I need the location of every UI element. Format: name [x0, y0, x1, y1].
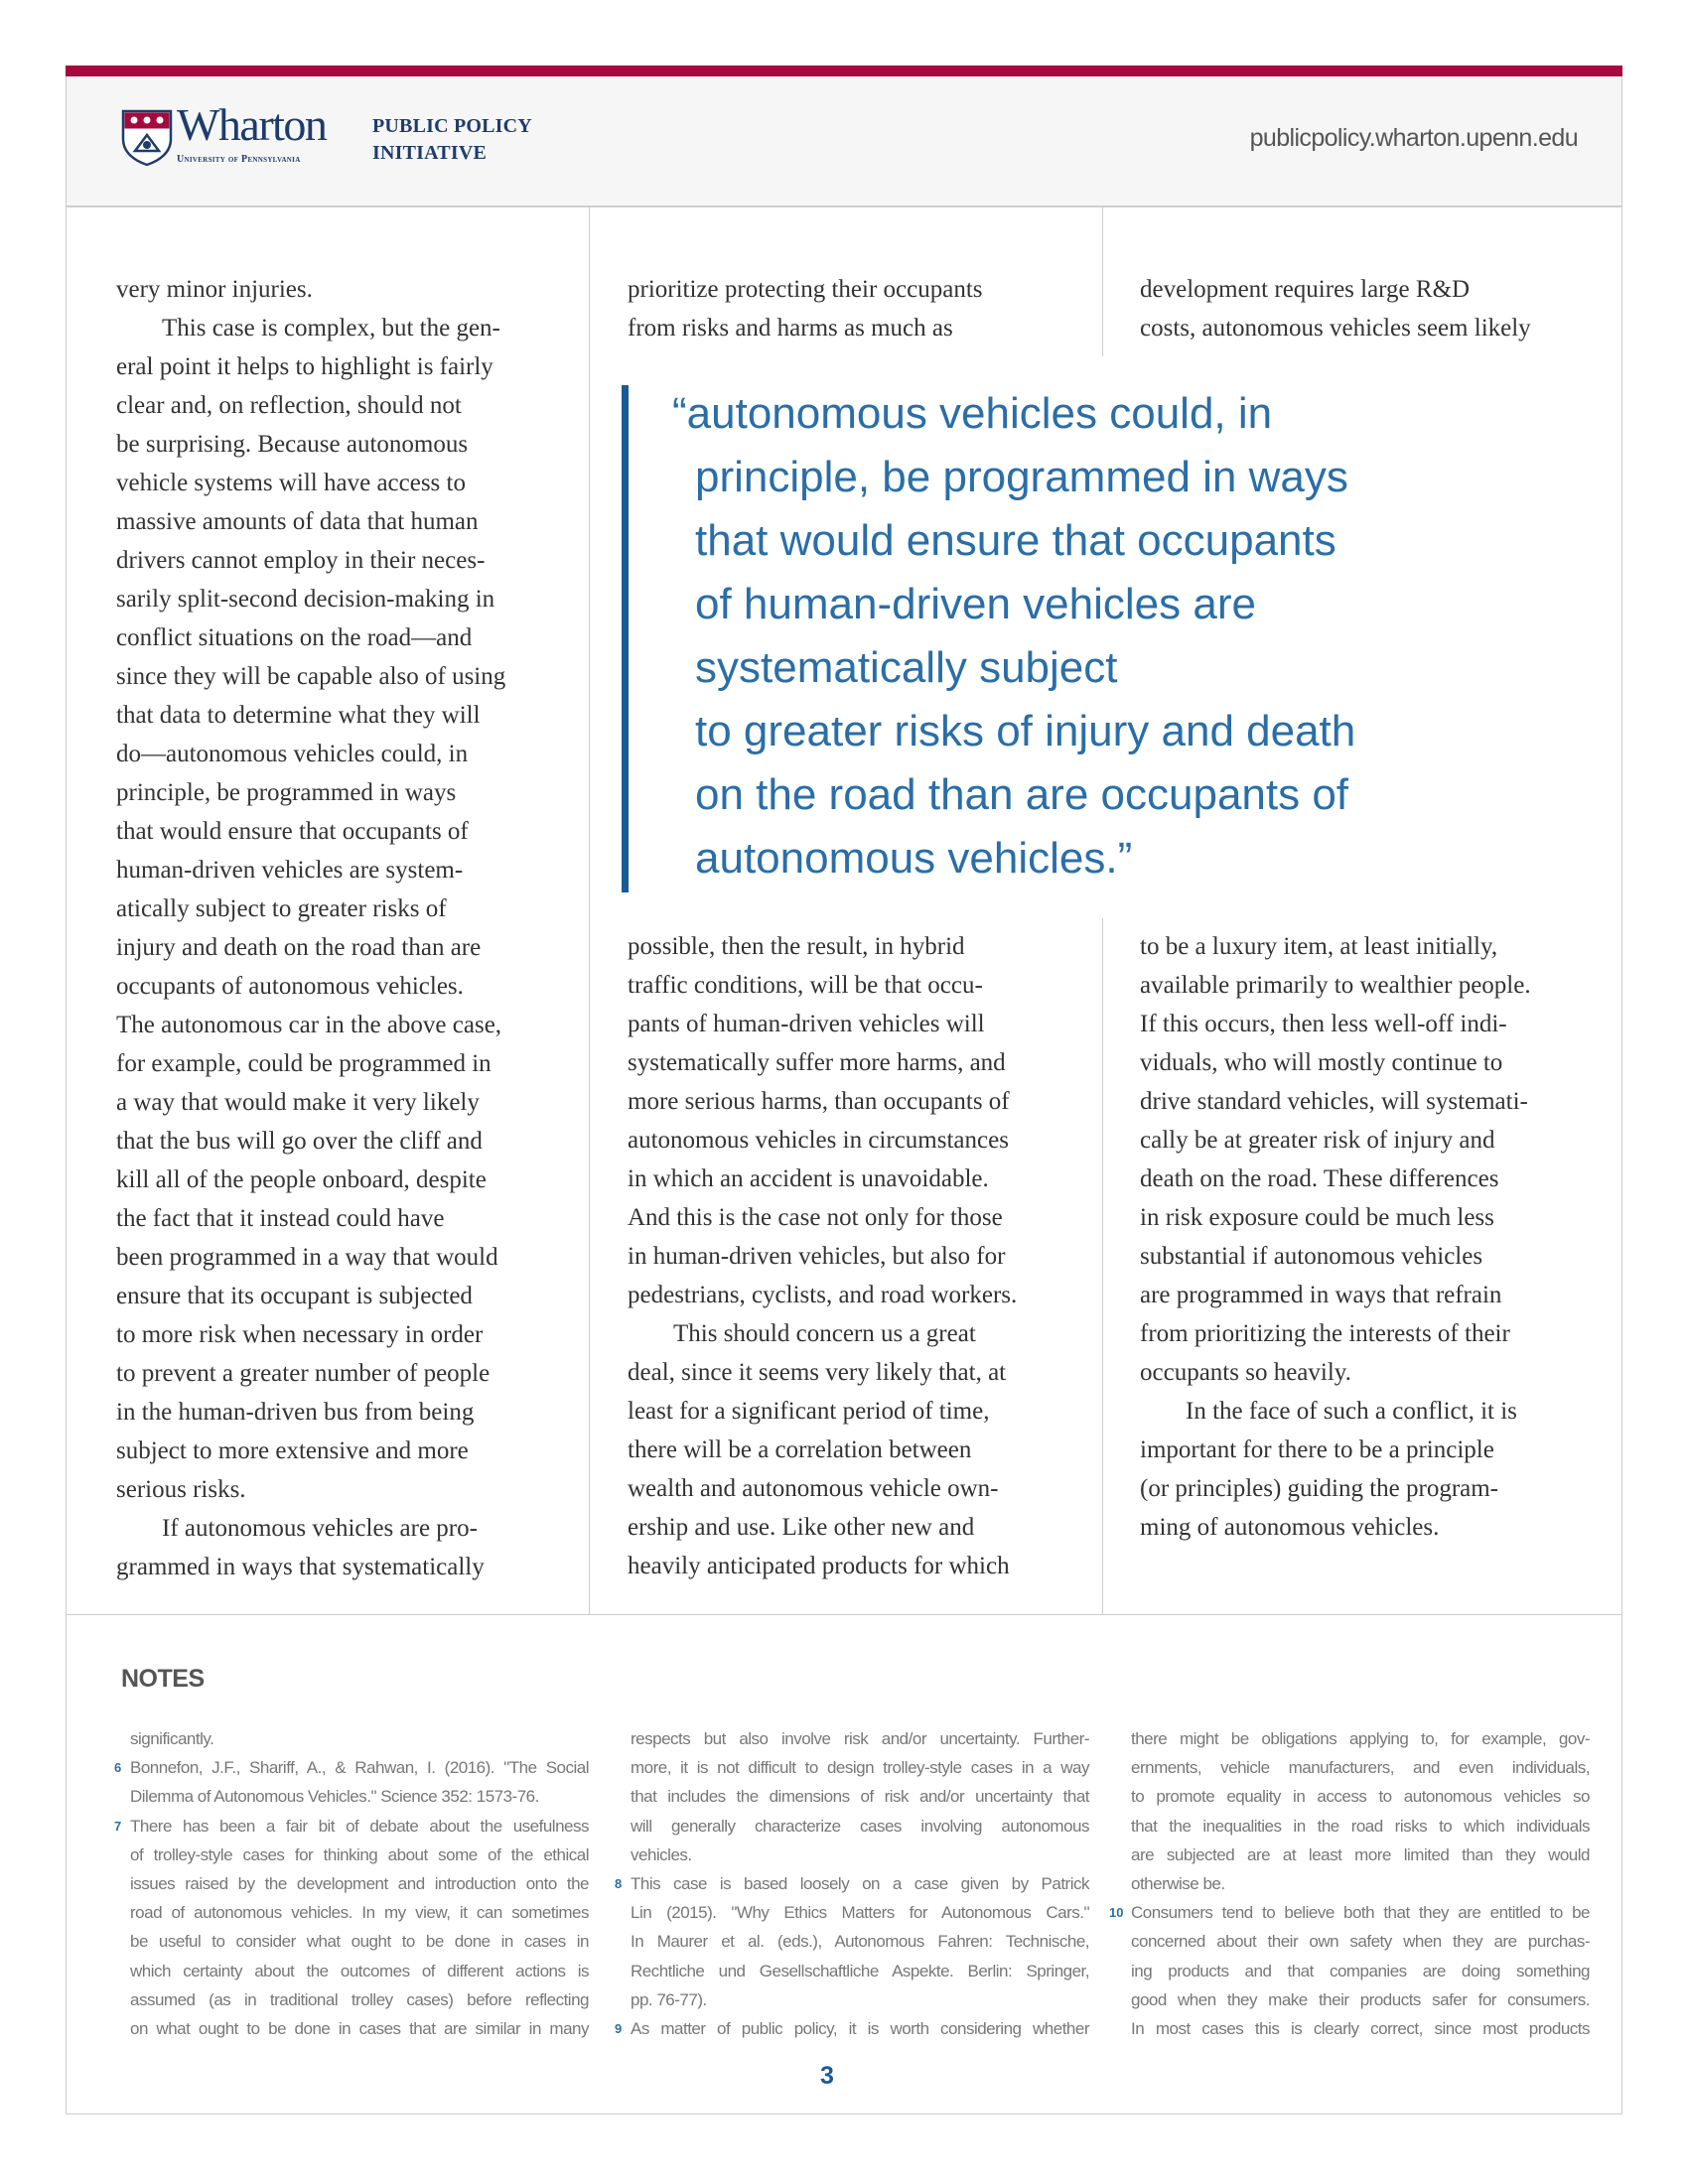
text-line: there will be a correlation between — [628, 1436, 972, 1463]
notes-column-3 — [1109, 1724, 1590, 2043]
note-line — [631, 1957, 1089, 1985]
text-line: for example, could be programmed in — [116, 1050, 492, 1077]
text-line: viduals, who will mostly continue to — [1140, 1049, 1503, 1076]
text-line: to prevent a greater number of people — [116, 1360, 491, 1387]
initiative-line-2: INITIATIVE — [372, 142, 487, 164]
text-line: deal, since it seems very likely that, at — [628, 1359, 1007, 1386]
note-text: more, it is not difficult to design trolley-style cases in a way — [631, 1758, 1089, 1778]
pull-quote-line: autonomous vehicles.” — [695, 834, 1133, 883]
body-column-1 — [116, 270, 505, 1586]
text-line: development requires large R&D — [1140, 276, 1471, 303]
note-line — [130, 1985, 589, 2014]
note-line — [1131, 1812, 1590, 1841]
text-line: human-driven vehicles are system- — [116, 857, 464, 884]
pull-quote-line: to greater risks of injury and death — [695, 707, 1356, 755]
text-line: a way that would make it very likely — [116, 1089, 480, 1116]
pull-quote-line: systematically subject — [695, 643, 1118, 692]
note-line — [130, 1898, 589, 1927]
text-line: injury and death on the road than are — [116, 934, 482, 961]
text-line: ership and use. Like other new and — [628, 1514, 975, 1541]
text-line: autonomous vehicles in circumstances — [628, 1127, 1009, 1154]
note-line — [631, 1782, 1089, 1811]
note-line — [130, 1782, 589, 1811]
text-line: in human-driven vehicles, but also for — [628, 1243, 1006, 1270]
pull-quote-line: of human-driven vehicles are — [695, 580, 1256, 628]
text-line: If autonomous vehicles are pro- — [162, 1515, 478, 1542]
pull-quote-line: principle, be programmed in ways — [695, 453, 1348, 501]
column-divider — [589, 205, 590, 1614]
text-line: that data to determine what they will — [116, 702, 481, 729]
note-line — [631, 1898, 1089, 1927]
text-line: massive amounts of data that human — [116, 508, 479, 535]
note-text: Dilemma of Autonomous Vehicles." Science 352: 1573-76. — [130, 1787, 539, 1807]
note-line — [631, 1724, 1089, 1753]
notes-heading: NOTES — [121, 1665, 205, 1693]
text-line: And this is the case not only for those — [628, 1204, 1003, 1231]
note-text: on what ought to be done in cases that are similar in many — [130, 2018, 589, 2038]
text-line: costs, autonomous vehicles seem likely — [1140, 315, 1531, 341]
note-line — [130, 2014, 589, 2043]
note-line — [130, 1869, 589, 1898]
note-text: are subjected are at least more limited than they would — [1131, 1844, 1590, 1864]
text-line: more serious harms, than occupants of — [628, 1088, 1010, 1115]
text-line: conflict situations on the road—and — [116, 624, 473, 651]
body-column-3-bottom — [1140, 927, 1531, 1547]
text-line: do—autonomous vehicles could, in — [116, 741, 469, 767]
note-text: respects but also involve risk and/or uncertainty. Further- — [631, 1729, 1089, 1748]
note-line — [1131, 1957, 1590, 1985]
text-line: vehicle systems will have access to — [116, 470, 466, 496]
text-line: clear and, on reflection, should not — [116, 392, 462, 419]
text-line: be surprising. Because autonomous — [116, 431, 469, 458]
text-line: are programmed in ways that refrain — [1140, 1282, 1502, 1308]
text-line: available primarily to wealthier people. — [1140, 972, 1531, 999]
text-line: heavily anticipated products for which — [628, 1553, 1010, 1579]
pull-quote-bar — [622, 385, 629, 892]
note-text: As matter of public policy, it is worth considering whether — [631, 2018, 1089, 2038]
note-line — [114, 1812, 589, 1841]
text-line: since they will be capable also of using — [116, 663, 506, 690]
penn-shield-icon — [121, 109, 173, 167]
text-line: ensure that its occupant is subjected — [116, 1283, 473, 1309]
note-line — [114, 1753, 589, 1782]
note-text: be useful to consider what ought to be done in cases in — [130, 1932, 589, 1952]
note-line — [615, 2014, 1089, 2043]
note-text: will generally characterize cases involving autonomous — [631, 1816, 1089, 1836]
body-column-2-bottom — [628, 927, 1017, 1585]
initiative-label — [372, 113, 532, 167]
note-text: In most cases this is clearly correct, since most products — [1131, 2018, 1590, 2038]
note-line — [1109, 1898, 1590, 1927]
page-number: 3 — [820, 2062, 834, 2090]
text-line: that would ensure that occupants of — [116, 818, 469, 845]
note-text: pp. 76-77). — [631, 1989, 707, 2009]
text-line: least for a significant period of time, — [628, 1398, 990, 1425]
text-line: been programmed in a way that would — [116, 1244, 498, 1271]
note-text: to promote equality in access to autonomous vehicles so — [1131, 1787, 1590, 1807]
note-text: which certainty about the outcomes of different actions is — [130, 1961, 589, 1980]
text-line: occupants of autonomous vehicles. — [116, 973, 464, 1000]
text-line: from prioritizing the interests of their — [1140, 1320, 1510, 1347]
text-line: traffic conditions, will be that occu- — [628, 972, 983, 999]
note-number[interactable]: 7 — [114, 1818, 122, 1834]
text-line: This should concern us a great — [673, 1320, 976, 1347]
note-text: In Maurer et al. (eds.), Autonomous Fahren: Technische, — [631, 1932, 1089, 1952]
pull-quote — [672, 382, 1356, 890]
text-line: cally be at greater risk of injury and — [1140, 1127, 1495, 1154]
text-line: eral point it helps to highlight is fairly — [116, 353, 493, 380]
note-line — [1131, 1869, 1590, 1898]
note-text: This case is based loosely on a case given by Patrick — [631, 1873, 1089, 1893]
note-text: there might be obligations applying to, for example, gov- — [1131, 1729, 1590, 1748]
note-text: ing products and that companies are doing something — [1131, 1961, 1590, 1980]
text-line: possible, then the result, in hybrid — [628, 933, 965, 960]
note-line — [130, 1724, 589, 1753]
note-text: otherwise be. — [1131, 1873, 1225, 1893]
notes-column-1 — [114, 1724, 589, 2043]
text-line: to more risk when necessary in order — [116, 1321, 484, 1348]
text-line: prioritize protecting their occupants — [628, 276, 983, 303]
pull-quote-line: that would ensure that occupants — [695, 516, 1336, 565]
note-text: Bonnefon, J.F., Shariff, A., & Rahwan, I. (2016). "The Social — [130, 1758, 589, 1778]
initiative-line-1: PUBLIC POLICY — [372, 115, 532, 137]
text-line: pedestrians, cyclists, and road workers. — [628, 1282, 1018, 1308]
note-text: good when they make their products safer for consumers. — [1131, 1989, 1590, 2009]
note-number[interactable]: 9 — [615, 2020, 623, 2036]
text-line: sarily split-second decision-making in — [116, 586, 495, 613]
note-line — [130, 1841, 589, 1869]
column-divider — [1102, 205, 1103, 356]
note-text: ernments, vehicle manufacturers, and even individuals, — [1131, 1758, 1590, 1778]
note-line — [631, 1985, 1089, 2014]
text-line: serious risks. — [116, 1476, 246, 1503]
note-text: concerned about their own safety when they are purchas- — [1131, 1932, 1590, 1952]
text-line: in risk exposure could be much less — [1140, 1204, 1494, 1231]
wharton-logo-text: Wharton — [177, 99, 327, 150]
note-line — [631, 1927, 1089, 1956]
note-line — [130, 1927, 589, 1956]
text-line: substantial if autonomous vehicles — [1140, 1243, 1483, 1270]
note-number[interactable]: 10 — [1109, 1905, 1124, 1921]
text-line: death on the road. These differences — [1140, 1165, 1499, 1192]
text-line: drivers cannot employ in their neces- — [116, 547, 486, 574]
note-line — [130, 1957, 589, 1985]
note-text: of trolley-style cases for thinking about some of the ethical — [130, 1844, 589, 1864]
note-line — [1131, 1782, 1590, 1811]
text-line: systematically suffer more harms, and — [628, 1049, 1006, 1076]
text-line: kill all of the people onboard, despite — [116, 1166, 487, 1193]
text-line: occupants so heavily. — [1140, 1359, 1351, 1386]
text-line: pants of human-driven vehicles will — [628, 1011, 985, 1037]
text-line: that the bus will go over the cliff and — [116, 1128, 483, 1155]
brand-color-bar — [66, 66, 1622, 76]
note-text: vehicles. — [631, 1844, 692, 1864]
note-text: There has been a fair bit of debate about the usefulness — [130, 1816, 589, 1836]
text-line: important for there to be a principle — [1140, 1436, 1494, 1463]
text-line: subject to more extensive and more — [116, 1437, 469, 1464]
text-line: in which an accident is unavoidable. — [628, 1165, 989, 1192]
text-line: principle, be programmed in ways — [116, 779, 457, 806]
note-text: that the inequalities in the road risks to which individuals — [1131, 1816, 1590, 1836]
note-line — [1131, 2014, 1590, 2043]
text-line: from risks and harms as much as — [628, 315, 953, 341]
body-column-3-top — [1140, 270, 1531, 347]
text-line: (or principles) guiding the program- — [1140, 1475, 1499, 1502]
text-line: In the face of such a conflict, it is — [1186, 1398, 1517, 1425]
pull-quote-line: on the road than are occupants of — [695, 770, 1349, 819]
note-number[interactable]: 6 — [114, 1760, 122, 1776]
column-divider — [1102, 918, 1103, 1614]
note-number[interactable]: 8 — [615, 1875, 623, 1891]
text-line: in the human-driven bus from being — [116, 1399, 475, 1426]
text-line: the fact that it instead could have — [116, 1205, 445, 1232]
note-text: assumed (as in traditional trolley cases) before reflecting — [130, 1989, 589, 2009]
text-line: atically subject to greater risks of — [116, 895, 447, 922]
note-text: Lin (2015). "Why Ethics Matters for Autonomous Cars." — [631, 1903, 1089, 1923]
body-divider — [66, 1614, 1622, 1615]
note-line — [1131, 1753, 1590, 1782]
note-line — [1131, 1985, 1590, 2014]
note-text: that includes the dimensions of risk and/or uncertainty that — [631, 1787, 1089, 1807]
site-url[interactable]: publicpolicy.wharton.upenn.edu — [1249, 124, 1578, 152]
note-text: Rechtliche und Gesellschaftliche Aspekte. Berlin: Springer, — [631, 1961, 1089, 1980]
text-line: to be a luxury item, at least initially, — [1140, 933, 1498, 960]
text-line: The autonomous car in the above case, — [116, 1012, 502, 1038]
note-line — [631, 1841, 1089, 1869]
note-line — [631, 1753, 1089, 1782]
text-line: This case is complex, but the gen- — [162, 315, 500, 341]
text-line: grammed in ways that systematically — [116, 1554, 485, 1580]
note-text: issues raised by the development and introduction onto the — [130, 1873, 589, 1893]
upenn-logo-text: University of Pennsylvania — [177, 154, 301, 165]
notes-column-2 — [615, 1724, 1089, 2043]
note-text: significantly. — [130, 1729, 214, 1748]
pull-quote-line: “autonomous vehicles could, in — [672, 389, 1273, 438]
note-line — [1131, 1724, 1590, 1753]
note-text: road of autonomous vehicles. In my view, it can sometimes — [130, 1903, 589, 1923]
text-line: drive standard vehicles, will systemati- — [1140, 1088, 1528, 1115]
note-line — [615, 1869, 1089, 1898]
text-line: very minor injuries. — [116, 276, 313, 303]
note-text: Consumers tend to believe both that they are entitled to be — [1131, 1903, 1590, 1923]
note-line — [1131, 1927, 1590, 1956]
body-column-2-top — [628, 270, 983, 347]
text-line: wealth and autonomous vehicle own- — [628, 1475, 999, 1502]
note-line — [1131, 1841, 1590, 1869]
text-line: If this occurs, then less well-off indi- — [1140, 1011, 1507, 1037]
note-line — [631, 1812, 1089, 1841]
text-line: ming of autonomous vehicles. — [1140, 1514, 1440, 1541]
